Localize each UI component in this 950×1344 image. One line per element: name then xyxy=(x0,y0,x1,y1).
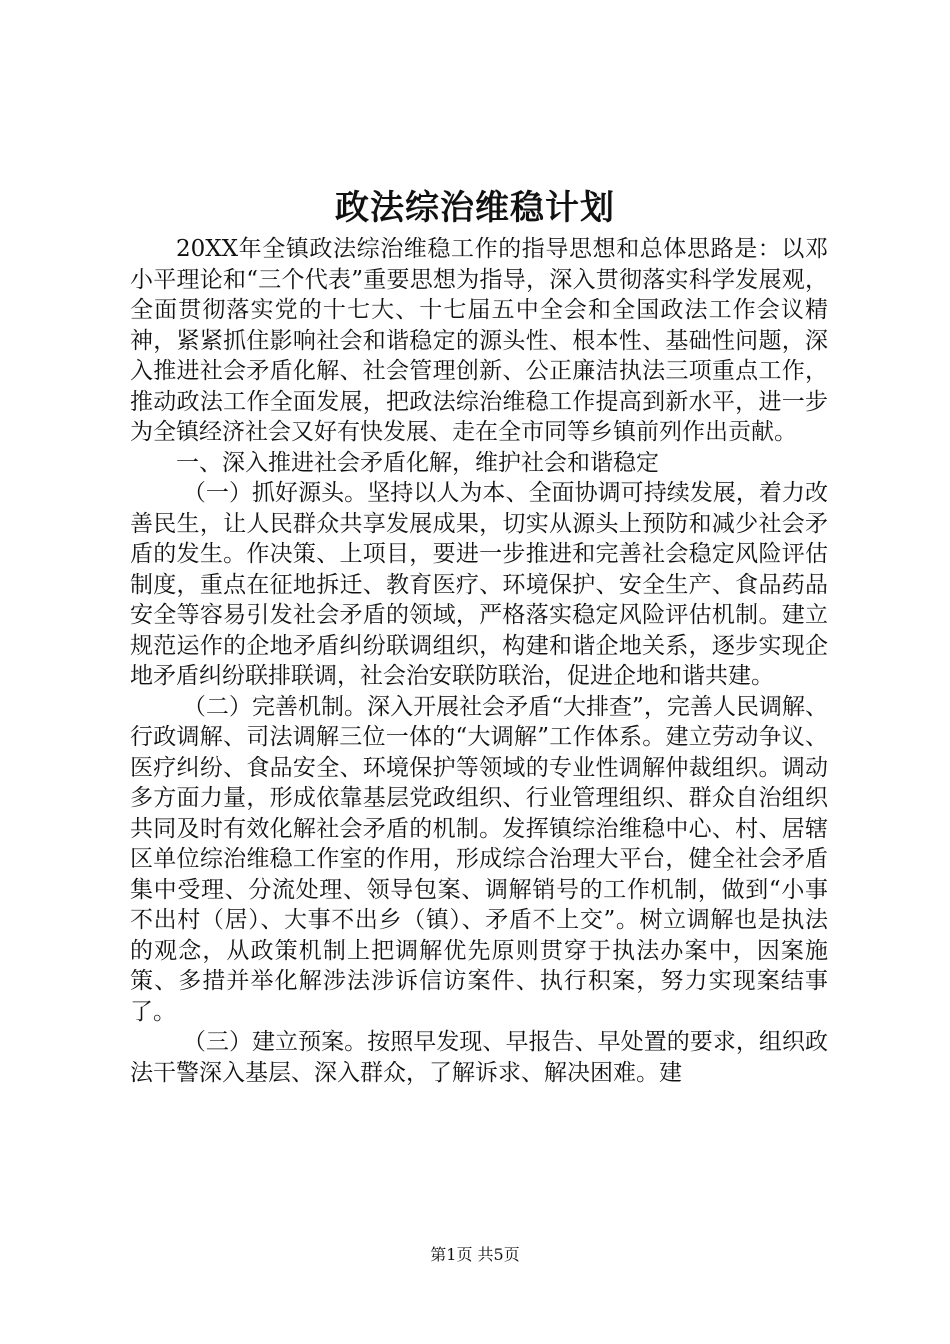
document-title: 政法综治维稳计划 xyxy=(335,188,615,228)
document-body xyxy=(130,234,828,1088)
section-heading: 一、深入推进社会矛盾化解，维护社会和谐稳定 xyxy=(176,449,659,476)
paragraph-mechanism: （二）完善机制。深入开展社会矛盾“大排查”，完善人民调解、行政调解、司法调解三位一体的“大调解”工作体系。建立劳动争议、医疗纠纷、食品安全、环境保护等领域的专业性调解仲裁组织。调动多方面力量，形成依靠基层党政组织、行业管理组织、群众自治组织共同及时有效化解社会矛盾的机制。发挥镇综治维稳中心、村、居辖区单位综治维稳工作室的作用，形成综合治理大平台，健全社会矛盾集中受理、分流处理、领导包案、调解销号的工作机制，做到“小事不出村（居）、大事不出乡（镇）、矛盾不上交”。树立调解也是执法的观念，从政策机制上把调解优先原则贯穿于执法办案中，因案施策、多措并举化解涉法涉诉信访案件、执行积案，努力实现案结事了。 xyxy=(130,693,828,1025)
paragraph-plan: （三）建立预案。按照早发现、早报告、早处置的要求，组织政法干警深入基层、深入群众，了解诉求、解决困难。建 xyxy=(130,1029,828,1086)
page-number-footer: 第1页 共5页 xyxy=(430,1245,520,1264)
paragraph-intro: 20XX年全镇政法综治维稳工作的指导思想和总体思路是：以邓小平理论和“三个代表”重要思想为指导，深入贯彻落实科学发展观，全面贯彻落实党的十七大、十七届五中全会和全国政法工作会议精神，紧紧抓住影响社会和谐稳定的源头性、根本性、基础性问题，深入推进社会矛盾化解、社会管理创新、公正廉洁执法三项重点工作，推动政法工作全面发展，把政法综治维稳工作提高到新水平，进一步为全镇经济社会又好有快发展、走在全市同等乡镇前列作出贡献。 xyxy=(130,236,828,445)
paragraph-source: （一）抓好源头。坚持以人为本、全面协调可持续发展，着力改善民生，让人民群众共享发展成果，切实从源头上预防和减少社会矛盾的发生。作决策、上项目，要进一步推进和完善社会稳定风险评估制度，重点在征地拆迁、教育医疗、环境保护、安全生产、食品药品安全等容易引发社会矛盾的领域，严格落实稳定风险评估机制。建立规范运作的企地矛盾纠纷联调组织，构建和谐企地关系，逐步实现企地矛盾纠纷联排联调，社会治安联防联治，促进企地和谐共建。 xyxy=(130,480,828,689)
